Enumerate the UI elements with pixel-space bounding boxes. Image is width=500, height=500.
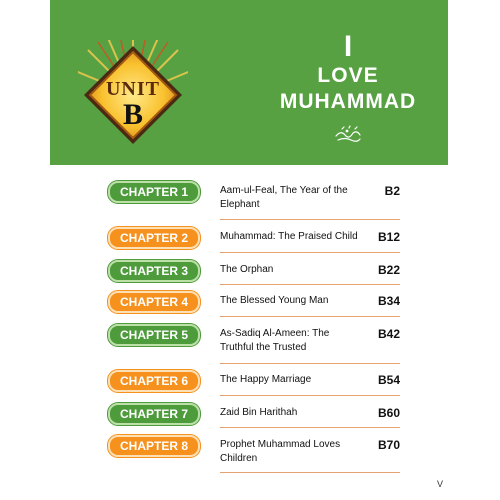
unit-title-line-3: MUHAMMAD [279, 90, 417, 113]
chapter-title: Muhammad: The Praised Child [220, 231, 358, 242]
divider [220, 284, 400, 285]
chapter-pill: CHAPTER 6 [108, 370, 200, 392]
chapter-title: Zaid Bin Harithah [220, 407, 298, 418]
divider [220, 363, 400, 364]
unit-label: UNIT [105, 78, 160, 100]
chapter-title: Prophet Muhammad Loves Children [220, 439, 341, 464]
chapter-pill: CHAPTER 5 [108, 324, 200, 346]
chapter-page: B54 [377, 373, 400, 387]
chapter-pill: CHAPTER 2 [108, 227, 200, 249]
chapter-title: The Blessed Young Man [220, 295, 329, 306]
unit-title-line-1: I [343, 30, 353, 63]
page-number: V [437, 479, 444, 489]
chapter-page: B60 [377, 406, 400, 420]
chapter-title: As-Sadiq Al-Ameen: The Truthful the Trusted [220, 328, 330, 353]
chapter-title: Aam-ul-Feal, The Year of the Elephant [220, 185, 348, 210]
unit-title-line-2: LOVE [317, 64, 379, 87]
chapter-title: The Orphan [220, 264, 274, 275]
chapter-page: B22 [377, 263, 400, 277]
chapter-page: B2 [384, 184, 400, 198]
chapter-page: B12 [377, 230, 400, 244]
chapter-pill: CHAPTER 1 [108, 181, 200, 203]
divider [220, 316, 400, 317]
divider [220, 395, 400, 396]
divider [220, 219, 400, 220]
divider [220, 427, 400, 428]
chapter-pill: CHAPTER 4 [108, 291, 200, 313]
unit-letter: B [122, 98, 143, 131]
chapter-page: B42 [377, 327, 400, 341]
chapter-title: The Happy Marriage [220, 374, 312, 385]
chapter-pill: CHAPTER 8 [108, 435, 200, 457]
chapter-pill: CHAPTER 7 [108, 403, 200, 425]
divider [220, 472, 400, 473]
chapter-pill: CHAPTER 3 [108, 260, 200, 282]
chapter-page: B34 [377, 294, 400, 308]
chapter-page: B70 [377, 438, 400, 452]
divider [220, 252, 400, 253]
